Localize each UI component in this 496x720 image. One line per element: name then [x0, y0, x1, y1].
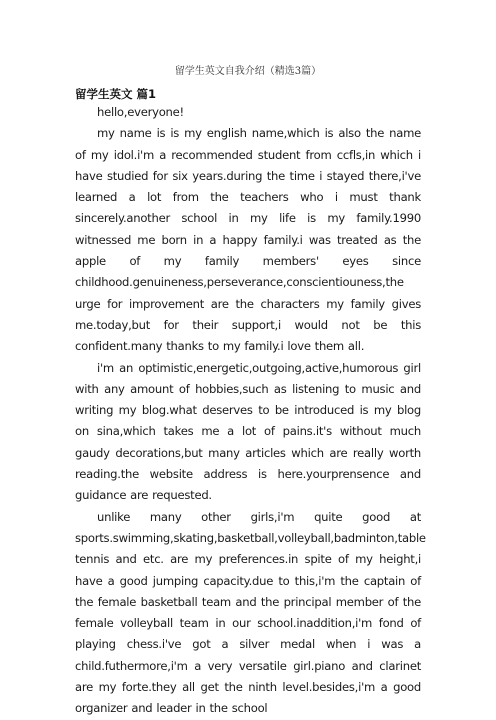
greeting-paragraph: hello,everyone!	[97, 105, 184, 119]
section-heading: 留学生英文 篇1	[75, 87, 157, 101]
intro-paragraph: my name is is my english name,which is also the name of my idol.i'm a recommended student from ccfls,in which i have studied for six years.during the time i stayed there,i've learned a lot from the teachers who i must thank sincerely.another school in my life is my family.1990 witnessed me born in a happy family.i was treated as the apple of my family members' eyes since childhood.genuineness,perseverance,conscientiouness,the urge for improvement are the characters my family gives me.today,but for their support,i would not be this confident.many thanks to my family.i love them all.	[75, 126, 421, 354]
hobbies-paragraph: i'm an optimistic,energetic,outgoing,active,humorous girl with any amount of hobbies,such as listening to music and writing my blog.what deserves to be introduced is my blog on sina,which takes me a lot of pains.it's without much gaudy decorations,but many articles which are really worth reading.the website address is here.yourprensence and guidance are requested.	[75, 360, 421, 503]
sports-paragraph: unlike many other girls,i'm quite good at sports.swimming,skating,basketball,volleyball,badminton,table tennis and etc. are my preferences.in spite of my height,i have a good jumping capacity.due to this,i'm the captain of the female basketball team and the principal member of the female volleyball team in our school.inaddition,i'm fond of playing chess.i've got a silver medal when i was a child.futhermore,i'm a very versatile girl.piano and clarinet are my forte.they all get the ninth level.besides,i'm a good organizer and leader in the school	[75, 509, 426, 716]
document-title: 留学生英文自我介绍（精选3篇）	[174, 66, 322, 77]
body-text	[75, 102, 426, 720]
